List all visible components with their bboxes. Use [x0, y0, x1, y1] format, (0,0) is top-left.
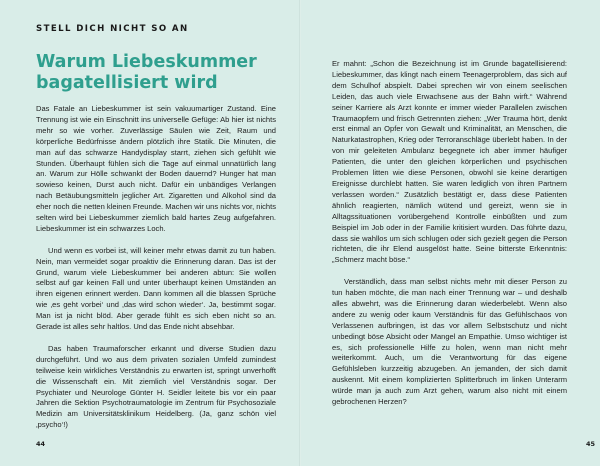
left-body-text: [36, 104, 276, 431]
section-kicker: STELL DICH NICHT SO AN: [36, 24, 189, 34]
paragraph: Das Fatale an Liebeskummer ist sein vakuumartiger Zustand. Eine Trennung ist wie ein Einschnitt ins universelle Gefüge: Ab hier ist nichts mehr so wie vorher. Zuverlässige Säulen wie Zeit, Raum und körperliche Bedürfnisse ändern plötzlich ihre Statik. Die Minuten, die man auf das schwarze Handydisplay starrt, ziehen sich gefühlt wie Stunden. Überhaupt fühlen sich die Tage auf einmal unnatürlich lang an. Warum zur Hölle schwankt der Boden dauernd? Hunger hat man sowieso keinen, Durst auch nicht. Dafür ein unbändiges Verlangen nach Betäubungsmitteln jeglicher Art. Zigaretten und Alkohol sind da eher noch die netten kleinen Freunde. Machen wir uns nichts vor, nichts selten wird bei Liebeskummer ziemlich bald hartes Zeug aufgefahren. Liebeskummer ist ein schwarzes Loch.: [36, 104, 276, 233]
right-page: [300, 0, 600, 466]
right-body-text: [332, 59, 567, 408]
page-number-right: 45: [586, 440, 596, 448]
paragraph: Das haben Traumaforscher erkannt und diverse Studien dazu durchgeführt. Und wo aus dem privaten sozialen Umfeld zumindest teilweise kein wirkliches Verständnis zu erwarten ist, springt unverhofft die Wissenschaft ein. Mit ziemlich viel Verständnis sogar. Der Psychiater und Neurologe Günter H. Seidler leitete bis vor ein paar Jahren die Sektion Psychotraumatologie im Zentrum für Psychosoziale Medizin am Universitätsklinikum Heidelberg. (Ja, ganz schön viel ‚psycho‘!): [36, 343, 276, 430]
paragraph: Er mahnt: „Schon die Bezeichnung ist im Grunde bagatellisierend: Liebeskummer, das klingt nach einem Teenagerproblem, das sich auf dem Schulhof abspielt. Dabei sprechen wir von einem seelischen Leiden, das auch viele Erwachsene aus der Bahn wirft.“ Während seiner Karriere als Arzt konnte er immer wieder Parallelen zwischen Traumaopfern und frisch Getrennten ziehen: „Wer Trauma hört, denkt erst einmal an Opfer von Gewalt und Kriminalität, an Menschen, die Naturkatastrophen, Krieg oder Terroranschläge überlebt haben. In der von mir geleiteten Ambulanz begegnete ich aber immer häufiger Patienten, die unter den gleichen körperlichen und psychischen Problemen litten wie diese Personen, obwohl sie keine derartigen Ereignisse durchlebt hatten. Sie waren lediglich von ihren Partnern verlassen worden.“ Zusätzlich bestätigt er, dass diese Patienten ähnlich reagierten, nämlich wütend und gereizt, wenn sie in Alltagssituationen vorübergehend Kontrolle einbüßten und zum Beispiel im Job oder in der Familie kritisiert wurden. Das führte dazu, dass sie wahllos um sich schlugen oder sich gezielt gegen die Person richteten, die ihr Elend ausgelöst hatte. Seine bitterste Erkenntnis: „Schmerz macht böse.“: [332, 59, 567, 265]
page-number-left: 44: [36, 440, 46, 448]
chapter-headline: Warum Liebeskummer bagatellisiert wird: [36, 52, 257, 93]
paragraph: Und wenn es vorbei ist, will keiner mehr etwas damit zu tun haben. Nein, man vermeidet sogar proaktiv die Erinnerung daran. Das ist der Grund, warum viele Liebeskummer bei anderen abtun: Sie wollen selbst auf gar keinen Fall und unter überhaupt keinen Umständen an ihren eigenen erinnert werden. Dann kommen all die blassen Sprüche wie ‚es geht vorbei‘ und ‚das wird schon wieder‘. Ja, bestimmt sogar. Man ist ja nicht blöd. Aber gerade fühlt es sich eben nicht so an. Gerade ist alles sehr haltlos. Und das Ende nicht absehbar.: [36, 245, 276, 332]
paragraph: Verständlich, dass man selbst nichts mehr mit dieser Person zu tun haben möchte, die man nach einer Trennung war – und deshalb alles abwehrt, was die Erinnerung daran wiederbelebt. Wenn also andere zu wenig oder kaum Verständnis für das Gefühlschaos von Verlassenen aufbringen, ist das vor allem Selbstschutz und nicht unbedingt böse Absicht oder Mangel an Empathie. Umso wichtiger ist es, sich professionelle Hilfe zu holen, wenn man nicht mehr weiterkommt. Auch, um die Verantwortung für das eigene Gefühlsleben kurzzeitig abzugeben. An jemanden, der sich damit auskennt. Mit einem komplizierten Splitterbruch im linken Unterarm würde man ja auch zum Arzt gehen, warum also nicht mit einem gebrochenen Herzen?: [332, 277, 567, 407]
